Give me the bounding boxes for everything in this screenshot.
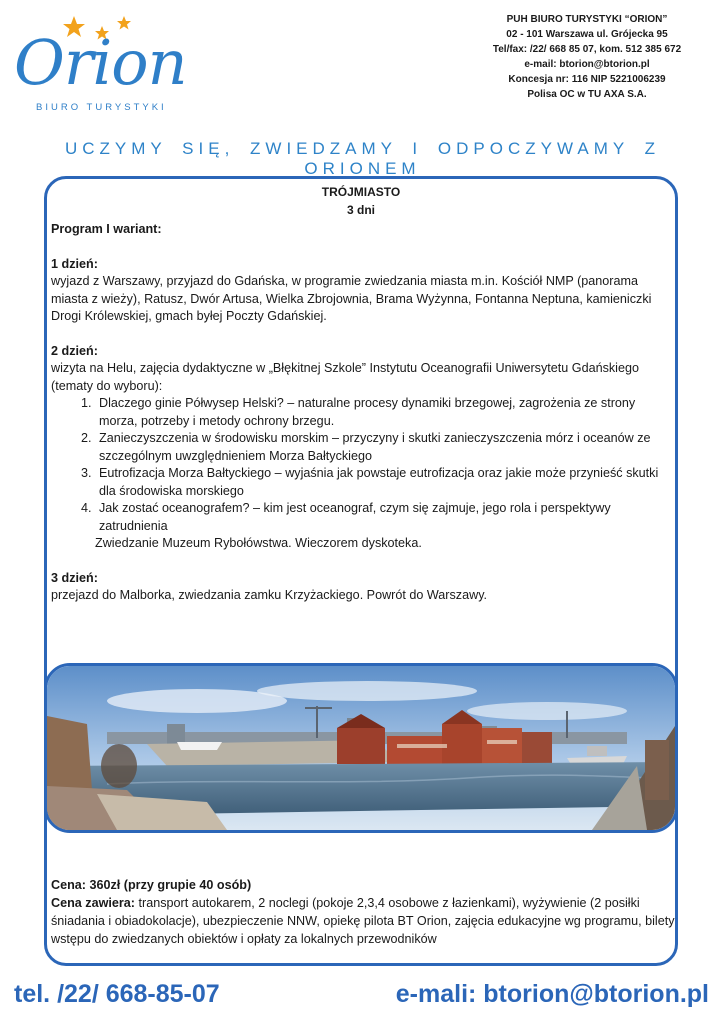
logo-wordmark: Orion <box>14 26 187 99</box>
company-insurance: Polisa OC w TU AXA S.A. <box>527 89 647 100</box>
price-section <box>51 876 677 948</box>
topics-list <box>51 395 671 535</box>
list-item: 2. Zanieczyszczenia w środowisku morskim – przyczyny i skutki zanieczyszczenia mórz i oceanów ze szczególnym uwzględnieniem Morza Bałtyckiego <box>95 430 671 465</box>
day3-label: 3 dzień: <box>51 570 98 585</box>
day1-label: 1 dzień: <box>51 256 98 271</box>
footer-email[interactable]: e-mali: btorion@btorion.pl <box>395 980 709 1008</box>
offer-duration: 3 dni <box>346 202 375 217</box>
price-label: Cena: 360zł (przy grupie 40 osób) <box>51 878 252 892</box>
price-includes <box>51 894 677 948</box>
includes-label: Cena zawiera: <box>51 896 135 910</box>
program-label: Program I wariant: <box>51 222 162 236</box>
logo-subtitle: BIURO TURYSTYKI <box>36 102 167 113</box>
list-item: 4. Jak zostać oceanografem? – kim jest oceanograf, czym się zajmuje, jego rola i perspektywy zatrudnienia <box>95 500 671 535</box>
includes-text: transport autokarem, 2 noclegi (pokoje 2,3,4 osobowe z łazienkami), wyżywienie (2 posiłki śniadania i obiadokolacje), ubezpieczenie NNW, opiekę pilota BT Orion, zajęcia edukacyjne wg programu, bilety wstępu do zwiedzanych obiektów i opłaty za lokalnych przewodników <box>51 896 675 946</box>
company-email[interactable]: e-mail: btorion@btorion.pl <box>524 59 650 70</box>
company-phone: Tel/fax: /22/ 668 85 07, kom. 512 385 672 <box>492 44 682 55</box>
list-item: 1. Dlaczego ginie Półwysep Helski? – naturalne procesy dynamiki brzegowej, zagrożenia ze strony morza, potrzeby i metody ochrony brzegu. <box>95 395 671 430</box>
day1-text: wyjazd z Warszawy, przyjazd do Gdańska, w programie zwiedzania miasta m.in. Kościół NMP (panorama miasta z wieży), Ratusz, Dwór Artusa, Wielka Zbrojownia, Brama Wyżynna, Fontanna Neptuna, kamieniczki Drogi Królewskiej, gmach byłej Poczty Gdańskiej. <box>51 274 652 323</box>
day2-text: wizyta na Helu, zajęcia dydaktyczne w „Błękitnej Szkole” Instytutu Oceanografii Uniwersytetu Gdańskiego (tematy do wyboru): <box>51 361 639 393</box>
orion-logo <box>14 12 187 122</box>
day2-extra: Zwiedzanie Muzeum Rybołówstwa. Wieczorem dyskoteka. <box>95 536 422 550</box>
list-item: 3. Eutrofizacja Morza Bałtyckiego – wyjaśnia jak powstaje eutrofizacja oraz jakie może przynieść skutki dla środowiska morskiego <box>95 465 671 500</box>
company-license: Koncesja nr: 116 NIP 5221006239 <box>508 74 666 85</box>
footer-phone[interactable]: tel. /22/ 668-85-07 <box>14 980 220 1008</box>
day2-label: 2 dzień: <box>51 343 98 358</box>
offer-title: TRÓJMIASTO <box>321 185 401 199</box>
slogan: UCZYMY SIĘ, ZWIEDZAMY I ODPOCZYWAMY Z ORIONEM <box>64 139 660 178</box>
company-info <box>467 12 707 102</box>
company-address: 02 - 101 Warszawa ul. Grójecka 95 <box>506 29 668 40</box>
gdansk-panorama-photo <box>44 663 678 833</box>
day3-text: przejazd do Malborka, zwiedzania zamku Krzyżackiego. Powrót do Warszawy. <box>51 588 488 602</box>
offer-content <box>51 184 671 605</box>
company-name: PUH BIURO TURYSTYKI “ORION” <box>506 14 668 25</box>
panorama-image <box>47 666 675 830</box>
